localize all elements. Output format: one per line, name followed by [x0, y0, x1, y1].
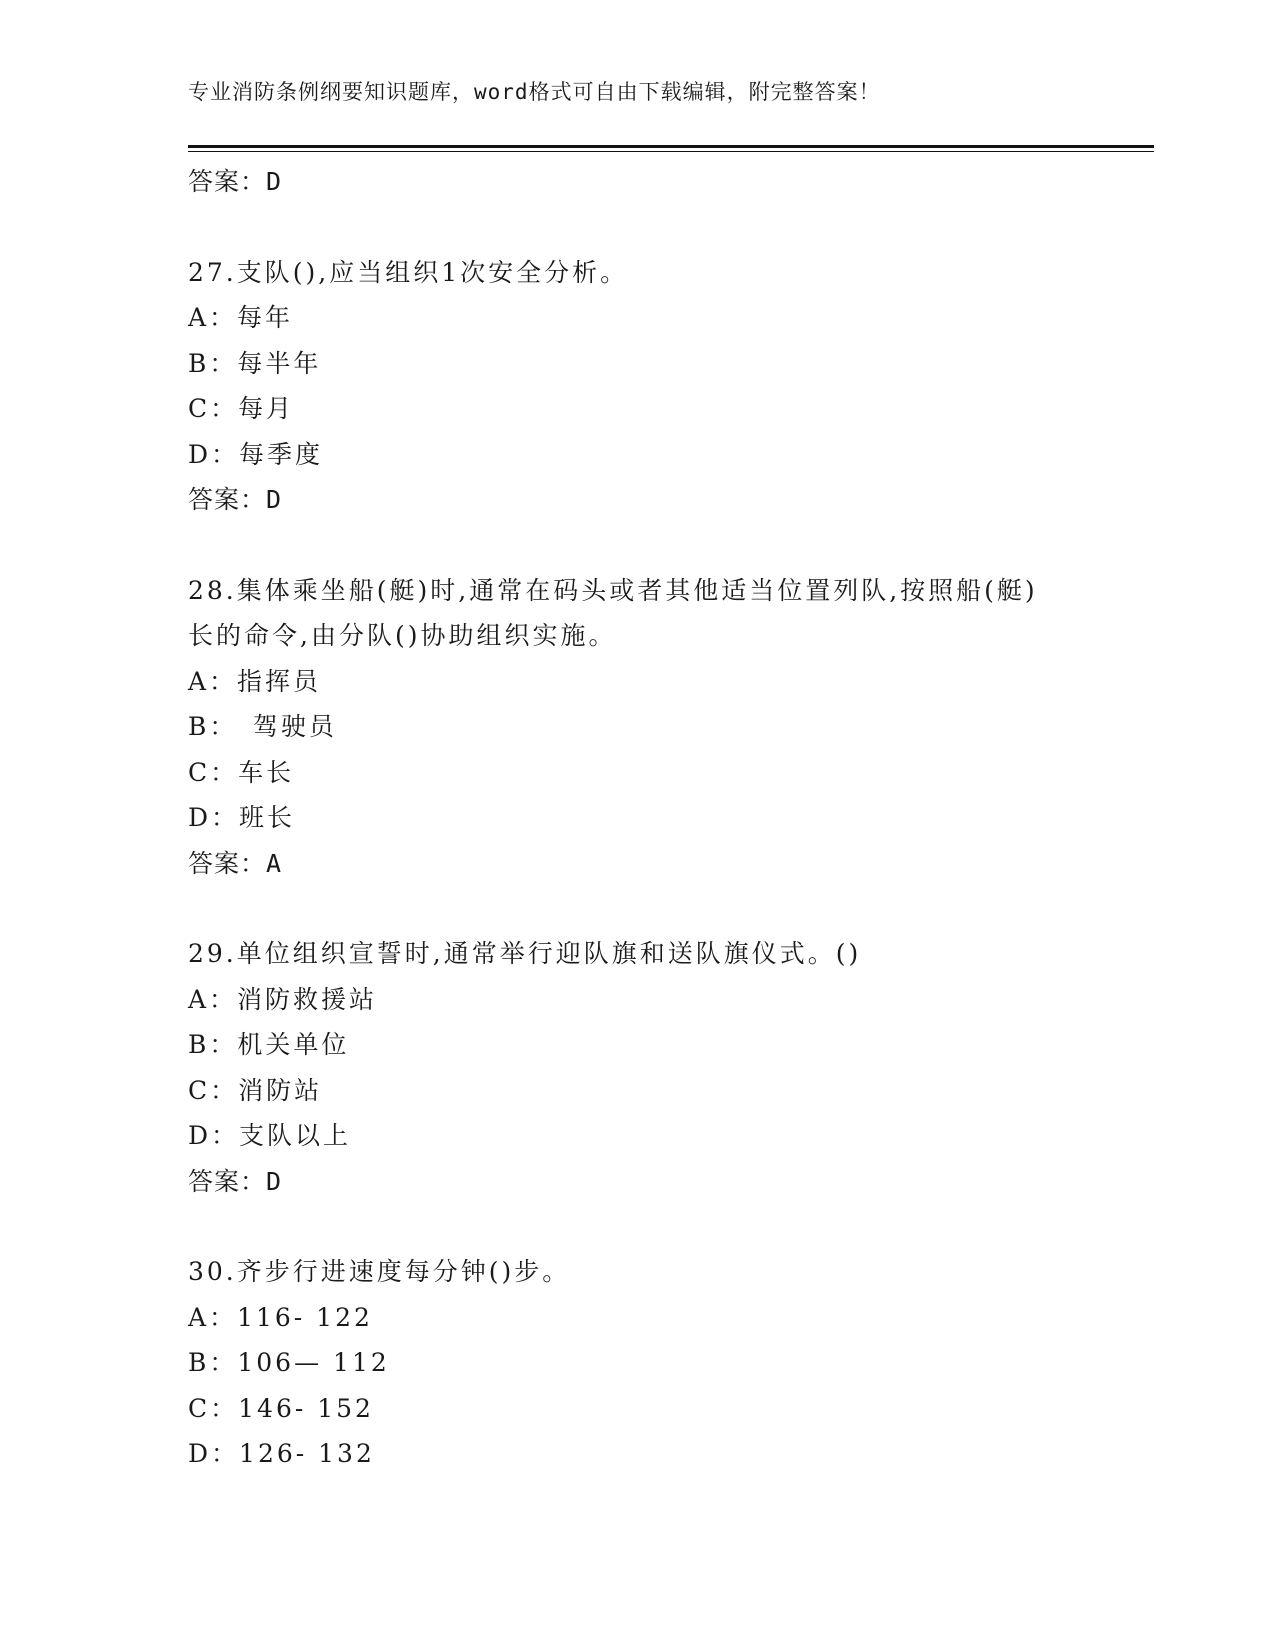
question-stem-line-2: 长的命令,由分队()协助组织实施。	[188, 621, 617, 650]
option-c: C：消防站	[188, 1075, 323, 1105]
question-stem: 29.单位组织宣誓时,通常举行迎队旗和送队旗仪式。()	[188, 939, 862, 968]
answer: 答案：D	[188, 1166, 283, 1196]
option-b: B：每半年	[188, 348, 322, 378]
answer: 答案：D	[188, 485, 283, 514]
option-b: B：106— 112	[188, 1348, 390, 1377]
option-c: C：146- 152	[188, 1393, 374, 1423]
spacer	[188, 523, 1108, 568]
question-29	[188, 931, 1108, 1204]
header-rule-thin	[188, 151, 1154, 152]
option-a: A：116- 122	[188, 1302, 373, 1332]
option-a: A：消防救援站	[188, 984, 378, 1014]
option-b: B：机关单位	[188, 1030, 350, 1059]
spacer	[188, 886, 1108, 931]
option-d: D：班长	[188, 803, 296, 832]
answer-26: 答案：D	[188, 167, 283, 196]
question-27	[188, 250, 1108, 523]
option-a: A：每年	[188, 303, 294, 332]
option-d: D：126- 132	[188, 1439, 375, 1468]
option-b: B： 驾驶员	[188, 712, 337, 741]
header-rule-thick	[188, 145, 1154, 148]
option-d: D：每季度	[188, 439, 324, 469]
spacer	[188, 1204, 1108, 1249]
question-list	[188, 159, 1108, 1477]
question-stem: 30.齐步行进速度每分钟()步。	[188, 1257, 571, 1286]
option-d: D：支队以上	[188, 1121, 352, 1150]
question-28	[188, 568, 1108, 887]
option-c: C：每月	[188, 394, 295, 423]
question-30	[188, 1249, 1108, 1477]
question-stem: 27.支队(),应当组织1次安全分析。	[188, 257, 629, 287]
spacer	[188, 205, 1108, 250]
option-c: C：车长	[188, 757, 295, 787]
answer: 答案：A	[188, 848, 283, 878]
header-text: 专业消防条例纲要知识题库，word格式可自由下载编辑，附完整答案！	[188, 80, 881, 104]
question-stem-line-1: 28.集体乘坐船(艇)时,通常在码头或者其他适当位置列队,按照船(艇)	[188, 575, 1038, 605]
option-a: A：指挥员	[188, 666, 322, 696]
